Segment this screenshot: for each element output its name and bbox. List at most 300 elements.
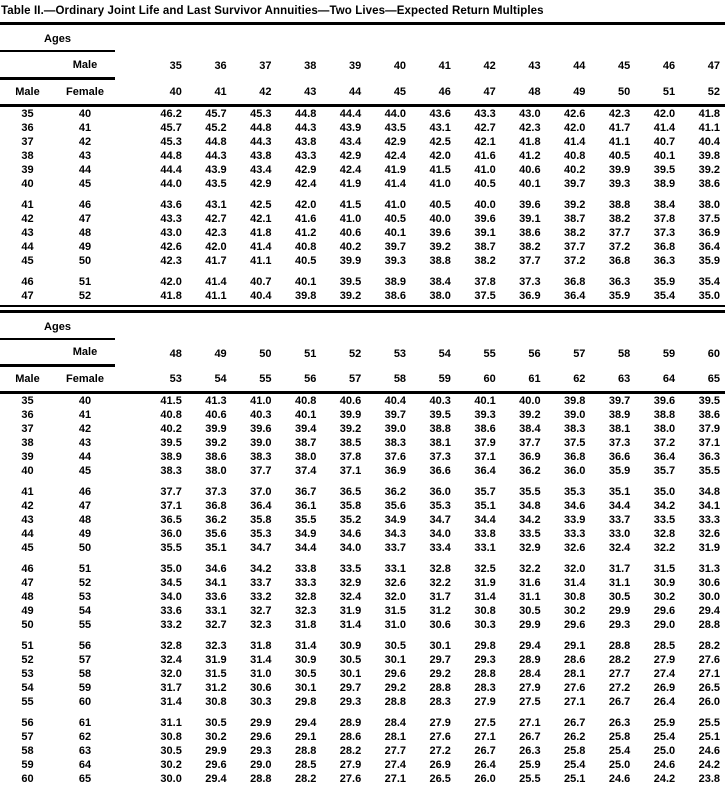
multiple-cell: 40.1 <box>384 226 407 239</box>
multiple-cell: 31.0 <box>250 668 272 680</box>
multiple-cell: 33.2 <box>250 591 272 603</box>
female-age-cell: 44 <box>78 163 92 176</box>
female-age-header: 54 <box>187 366 232 393</box>
table-row <box>0 393 725 409</box>
multiple-cell: 42.0 <box>205 240 227 253</box>
multiple-cell: 37.8 <box>653 212 676 225</box>
male-age-header: 49 <box>214 347 227 360</box>
multiple-cell: 27.5 <box>474 717 496 729</box>
multiple-cell: 25.9 <box>519 759 541 771</box>
multiple-cell: 36.4 <box>564 289 586 302</box>
multiple-cell: 39.8 <box>294 289 317 302</box>
multiple-cell: 30.2 <box>653 591 676 603</box>
multiple-cell: 36.2 <box>384 486 407 498</box>
multiple-cell: 41.1 <box>608 135 631 148</box>
multiple-cell: 42.0 <box>564 121 586 134</box>
multiple-cell: 40.8 <box>294 395 317 407</box>
multiple-cell: 39.8 <box>564 395 586 407</box>
multiple-cell: 35.9 <box>698 254 720 267</box>
multiple-cell: 27.7 <box>608 668 631 680</box>
female-age-header: 61 <box>501 366 546 393</box>
table-row <box>0 590 725 604</box>
multiple-cell: 33.8 <box>474 528 496 540</box>
multiple-cell: 41.4 <box>384 177 407 190</box>
male-age-header: 51 <box>304 347 317 360</box>
multiple-cell: 33.6 <box>160 605 182 617</box>
male-age-cell: 43 <box>21 226 34 239</box>
gap-spacer <box>115 212 142 226</box>
multiple-cell: 43.4 <box>339 135 362 148</box>
multiple-cell: 40.1 <box>294 275 317 288</box>
multiple-cell: 36.0 <box>160 528 182 540</box>
male-age-header: 38 <box>304 60 317 72</box>
multiple-cell: 35.3 <box>429 500 451 512</box>
multiple-cell: 33.5 <box>653 514 676 526</box>
multiple-cell: 27.6 <box>339 773 362 785</box>
multiple-cell: 36.7 <box>294 486 317 498</box>
female-age-header: 52 <box>680 78 725 105</box>
multiple-cell: 36.9 <box>519 451 541 463</box>
multiple-cell: 40.2 <box>160 423 182 435</box>
multiple-cell: 26.2 <box>564 731 586 743</box>
multiple-cell: 27.9 <box>653 654 676 666</box>
multiple-cell: 36.6 <box>429 465 451 477</box>
multiple-cell: 31.4 <box>294 640 317 652</box>
multiple-cell: 35.1 <box>474 500 496 512</box>
table-row <box>0 681 725 695</box>
multiple-cell: 40.5 <box>294 254 317 267</box>
gap-spacer <box>115 163 142 177</box>
multiple-cell: 25.0 <box>608 759 631 771</box>
multiple-cell: 43.1 <box>429 121 451 134</box>
gap-spacer <box>115 695 142 709</box>
gap-spacer <box>115 541 142 555</box>
male-age-cell: 50 <box>21 619 34 631</box>
multiple-cell: 39.7 <box>608 395 631 407</box>
multiple-cell: 27.6 <box>698 654 720 666</box>
table-row <box>0 464 725 478</box>
multiple-cell: 29.3 <box>474 654 496 666</box>
multiple-cell: 37.7 <box>608 226 631 239</box>
multiple-cell: 40.2 <box>564 163 586 176</box>
multiple-cell: 39.6 <box>429 226 451 239</box>
multiple-cell: 34.1 <box>205 577 227 589</box>
gap-spacer <box>115 177 142 191</box>
multiple-cell: 39.7 <box>384 240 407 253</box>
female-age-cell: 47 <box>78 212 92 225</box>
multiple-cell: 33.0 <box>608 528 631 540</box>
multiple-cell: 36.9 <box>519 289 541 302</box>
multiple-cell: 33.8 <box>294 563 317 575</box>
multiple-cell: 29.6 <box>384 668 407 680</box>
female-age-cell: 45 <box>78 177 92 190</box>
multiple-cell: 38.1 <box>608 423 631 435</box>
multiple-cell: 32.3 <box>294 605 317 617</box>
multiple-cell: 41.2 <box>294 226 317 239</box>
gap-spacer <box>115 135 142 149</box>
multiple-cell: 35.9 <box>608 289 631 302</box>
female-age-cell: 48 <box>78 514 92 526</box>
multiple-cell: 40.2 <box>339 240 362 253</box>
table-row <box>0 226 725 240</box>
table-row <box>0 212 725 226</box>
multiple-cell: 28.5 <box>294 759 317 771</box>
multiple-cell: 42.6 <box>160 240 182 253</box>
multiple-cell: 39.9 <box>608 163 631 176</box>
ages-label: Ages <box>0 25 115 51</box>
multiple-cell: 33.1 <box>474 542 496 554</box>
multiple-cell: 39.2 <box>519 409 541 421</box>
multiple-cell: 26.9 <box>429 759 451 771</box>
multiple-cell: 29.4 <box>205 773 227 785</box>
female-age-header: 42 <box>232 78 277 105</box>
multiple-cell: 32.7 <box>250 605 272 617</box>
multiple-cell: 39.8 <box>698 149 720 162</box>
multiple-cell: 32.2 <box>429 577 451 589</box>
multiple-cell: 42.7 <box>205 212 227 225</box>
multiple-cell: 27.2 <box>429 745 451 757</box>
multiple-cell: 37.1 <box>698 437 720 449</box>
multiple-cell: 34.4 <box>608 500 631 512</box>
multiple-cell: 29.4 <box>519 640 541 652</box>
male-ages-header-row <box>0 339 725 366</box>
multiple-cell: 44.3 <box>294 121 317 134</box>
female-age-header: 59 <box>411 366 456 393</box>
multiple-cell: 40.1 <box>653 149 676 162</box>
multiple-cell: 29.9 <box>250 717 272 729</box>
female-column-label: Female <box>55 78 115 105</box>
multiple-cell: 37.2 <box>653 437 676 449</box>
female-age-header: 53 <box>142 366 187 393</box>
multiple-cell: 32.9 <box>339 577 362 589</box>
male-age-cell: 37 <box>21 135 34 148</box>
multiple-cell: 43.6 <box>160 198 182 211</box>
male-age-cell: 40 <box>21 177 34 190</box>
multiple-cell: 38.6 <box>205 451 227 463</box>
multiple-cell: 42.5 <box>250 198 272 211</box>
female-age-cell: 45 <box>78 465 92 477</box>
table-row <box>0 408 725 422</box>
multiple-cell: 32.9 <box>519 542 541 554</box>
gap-spacer <box>115 78 142 105</box>
multiple-cell: 38.9 <box>653 177 676 190</box>
multiple-cell: 39.6 <box>519 198 541 211</box>
multiple-cell: 42.9 <box>294 163 317 176</box>
multiple-cell: 31.3 <box>698 563 720 575</box>
table-row <box>0 744 725 758</box>
male-row-label: Male <box>0 78 55 105</box>
multiple-cell: 40.5 <box>429 198 451 211</box>
multiple-cell: 27.9 <box>339 759 362 771</box>
multiple-cell: 29.6 <box>653 605 676 617</box>
male-age-cell: 52 <box>21 654 34 666</box>
female-age-header: 47 <box>456 78 501 105</box>
female-age-header: 56 <box>277 366 322 393</box>
multiple-cell: 33.5 <box>339 563 362 575</box>
male-age-cell: 36 <box>21 409 34 421</box>
multiple-cell: 37.7 <box>564 240 586 253</box>
female-age-header: 43 <box>277 78 322 105</box>
multiple-cell: 39.2 <box>339 423 362 435</box>
multiple-cell: 38.6 <box>474 423 496 435</box>
multiple-cell: 31.1 <box>608 577 631 589</box>
multiple-cell: 30.5 <box>294 668 317 680</box>
multiple-cell: 41.8 <box>160 289 182 302</box>
multiple-cell: 37.9 <box>474 437 496 449</box>
male-age-cell: 44 <box>21 528 34 540</box>
multiple-cell: 35.9 <box>608 465 631 477</box>
multiple-cell: 43.3 <box>474 107 496 120</box>
multiple-cell: 42.1 <box>474 135 496 148</box>
table-row <box>0 105 725 121</box>
multiple-cell: 24.2 <box>698 759 720 771</box>
gap-spacer <box>115 632 142 653</box>
multiple-cell: 40.6 <box>339 226 362 239</box>
multiple-cell: 34.9 <box>384 514 407 526</box>
multiple-cell: 39.3 <box>384 254 407 267</box>
multiple-cell: 38.2 <box>608 212 631 225</box>
multiple-cell: 45.3 <box>160 135 182 148</box>
multiple-cell: 28.8 <box>294 745 317 757</box>
multiple-cell: 36.1 <box>294 500 317 512</box>
multiple-cell: 26.0 <box>474 773 496 785</box>
multiple-cell: 31.4 <box>160 696 182 708</box>
ages-header-row <box>0 25 725 51</box>
male-age-cell: 43 <box>21 514 34 526</box>
multiple-cell: 40.6 <box>339 395 362 407</box>
multiple-cell: 32.6 <box>384 577 407 589</box>
male-age-cell: 39 <box>21 163 34 176</box>
multiple-cell: 34.6 <box>205 563 227 575</box>
male-age-cell: 51 <box>21 640 34 652</box>
multiple-cell: 38.3 <box>160 465 182 477</box>
multiple-cell: 30.5 <box>608 591 631 603</box>
multiple-cell: 35.3 <box>564 486 586 498</box>
multiple-cell: 37.2 <box>608 240 631 253</box>
multiple-cell: 38.4 <box>653 198 676 211</box>
female-age-cell: 43 <box>78 149 92 162</box>
multiple-cell: 41.5 <box>339 198 362 211</box>
multiple-cell: 36.2 <box>205 514 227 526</box>
multiple-cell: 44.8 <box>160 149 182 162</box>
male-age-header: 58 <box>618 347 631 360</box>
multiple-cell: 38.0 <box>429 289 451 302</box>
multiple-cell: 30.3 <box>474 619 496 631</box>
multiple-cell: 25.5 <box>698 717 720 729</box>
table-row <box>0 163 725 177</box>
multiple-cell: 42.4 <box>339 163 362 176</box>
multiple-cell: 38.5 <box>339 437 362 449</box>
multiple-cell: 35.0 <box>698 289 720 302</box>
multiple-cell: 43.3 <box>294 149 317 162</box>
table-row <box>0 499 725 513</box>
multiple-cell: 38.3 <box>250 451 272 463</box>
female-age-cell: 40 <box>78 395 92 407</box>
multiple-cell: 27.5 <box>519 696 541 708</box>
multiple-cell: 38.7 <box>564 212 586 225</box>
multiple-cell: 40.3 <box>250 409 272 421</box>
multiple-cell: 30.0 <box>160 773 182 785</box>
multiple-cell: 43.4 <box>250 163 272 176</box>
multiple-cell: 30.1 <box>339 668 362 680</box>
male-age-header: 54 <box>438 347 451 360</box>
multiple-cell: 38.0 <box>294 451 317 463</box>
multiple-cell: 29.8 <box>474 640 496 652</box>
male-age-cell: 57 <box>21 731 34 743</box>
multiple-cell: 26.7 <box>608 696 631 708</box>
multiple-cell: 40.1 <box>519 177 541 190</box>
male-age-header: 60 <box>707 347 720 360</box>
multiple-cell: 29.9 <box>519 619 541 631</box>
multiple-cell: 30.5 <box>205 717 227 729</box>
multiple-cell: 42.0 <box>294 198 317 211</box>
multiple-cell: 32.3 <box>250 619 272 631</box>
multiple-cell: 42.0 <box>429 149 451 162</box>
male-age-header: 37 <box>259 60 272 72</box>
multiple-cell: 37.4 <box>294 465 317 477</box>
multiple-cell: 41.7 <box>205 254 227 267</box>
table-row <box>0 135 725 149</box>
table-row <box>0 513 725 527</box>
male-age-cell: 45 <box>21 254 34 267</box>
gap-spacer <box>115 499 142 513</box>
multiple-cell: 44.3 <box>250 135 272 148</box>
table-row <box>0 618 725 632</box>
male-header-spacer <box>0 51 55 78</box>
multiple-cell: 39.3 <box>608 177 631 190</box>
multiple-cell: 30.9 <box>653 577 676 589</box>
multiple-cell: 29.9 <box>205 745 227 757</box>
female-age-cell: 46 <box>78 486 92 498</box>
multiple-cell: 34.3 <box>384 528 407 540</box>
multiple-cell: 39.5 <box>160 437 182 449</box>
multiple-cell: 30.1 <box>294 682 317 694</box>
multiple-cell: 40.3 <box>429 395 451 407</box>
multiple-cell: 27.6 <box>429 731 451 743</box>
multiple-cell: 28.9 <box>339 717 362 729</box>
gap-spacer <box>115 268 142 289</box>
multiple-cell: 33.7 <box>250 577 272 589</box>
gap-spacer <box>115 653 142 667</box>
ages-row-filler <box>115 25 725 51</box>
female-age-header: 51 <box>635 78 680 105</box>
multiple-cell: 25.0 <box>653 745 676 757</box>
multiple-cell: 31.4 <box>339 619 362 631</box>
gap-spacer <box>115 240 142 254</box>
multiple-cell: 33.3 <box>564 528 586 540</box>
multiple-cell: 41.4 <box>653 121 676 134</box>
multiple-cell: 44.0 <box>160 177 182 190</box>
multiple-cell: 30.1 <box>429 640 451 652</box>
multiple-cell: 28.8 <box>429 682 451 694</box>
multiple-cell: 42.9 <box>250 177 272 190</box>
multiple-cell: 39.5 <box>339 275 362 288</box>
multiple-cell: 31.9 <box>205 654 227 666</box>
multiple-cell: 36.0 <box>429 486 451 498</box>
multiple-cell: 31.5 <box>653 563 676 575</box>
multiple-cell: 41.0 <box>339 212 362 225</box>
multiple-cell: 37.3 <box>429 451 451 463</box>
multiple-cell: 39.2 <box>339 289 362 302</box>
multiple-cell: 40.6 <box>519 163 541 176</box>
multiple-cell: 25.8 <box>608 731 631 743</box>
multiple-cell: 38.6 <box>698 409 720 421</box>
multiple-cell: 32.8 <box>160 640 182 652</box>
multiple-cell: 41.0 <box>474 163 496 176</box>
multiple-cell: 29.4 <box>698 605 720 617</box>
multiple-cell: 28.2 <box>294 773 317 785</box>
gap-spacer <box>115 191 142 212</box>
female-age-header: 46 <box>411 78 456 105</box>
multiple-cell: 39.2 <box>564 198 586 211</box>
multiple-cell: 37.8 <box>339 451 362 463</box>
multiple-cell: 38.7 <box>474 240 496 253</box>
multiple-cell: 39.0 <box>384 423 407 435</box>
multiple-cell: 37.7 <box>250 465 272 477</box>
multiple-cell: 28.8 <box>698 619 720 631</box>
multiple-cell: 28.8 <box>474 668 496 680</box>
multiple-cell: 27.4 <box>384 759 407 771</box>
male-column-label: Male <box>55 339 115 366</box>
female-age-header: 41 <box>187 78 232 105</box>
male-age-header: 53 <box>393 347 407 360</box>
female-age-cell: 56 <box>78 640 92 652</box>
female-age-cell: 60 <box>78 696 92 708</box>
multiple-cell: 42.6 <box>564 107 586 120</box>
multiple-cell: 26.0 <box>698 696 720 708</box>
female-age-cell: 43 <box>78 437 92 449</box>
gap-spacer <box>115 422 142 436</box>
multiple-cell: 31.8 <box>294 619 317 631</box>
multiple-cell: 38.8 <box>608 198 631 211</box>
female-age-cell: 64 <box>78 759 92 771</box>
multiple-cell: 38.6 <box>519 226 541 239</box>
multiple-cell: 31.9 <box>474 577 496 589</box>
female-age-header: 50 <box>590 78 635 105</box>
multiple-cell: 28.4 <box>519 668 541 680</box>
multiple-cell: 31.4 <box>474 591 496 603</box>
multiple-cell: 38.8 <box>653 409 676 421</box>
multiple-cell: 23.8 <box>698 773 720 785</box>
multiple-cell: 38.6 <box>698 177 720 190</box>
multiple-cell: 33.3 <box>698 514 720 526</box>
multiple-cell: 37.6 <box>384 451 407 463</box>
table-row <box>0 289 725 303</box>
multiple-cell: 39.3 <box>474 409 496 421</box>
gap-spacer <box>115 604 142 618</box>
female-age-cell: 40 <box>78 107 92 120</box>
multiple-cell: 27.9 <box>429 717 451 729</box>
multiple-cell: 31.9 <box>339 605 362 617</box>
female-age-header: 40 <box>142 78 187 105</box>
multiple-cell: 40.1 <box>294 409 317 421</box>
multiple-cell: 34.7 <box>250 542 272 554</box>
multiple-cell: 32.4 <box>339 591 362 603</box>
gap-spacer <box>115 576 142 590</box>
multiple-cell: 38.0 <box>698 198 720 211</box>
male-age-header: 44 <box>573 60 586 72</box>
multiple-cell: 33.7 <box>608 514 631 526</box>
multiple-cell: 30.5 <box>384 640 407 652</box>
female-age-cell: 59 <box>78 682 92 694</box>
multiple-cell: 39.2 <box>205 437 227 449</box>
multiple-cell: 33.5 <box>519 528 541 540</box>
multiple-cell: 28.6 <box>339 731 362 743</box>
multiple-cell: 26.7 <box>474 745 496 757</box>
multiple-cell: 34.1 <box>698 500 720 512</box>
multiple-cell: 36.3 <box>698 451 720 463</box>
multiple-cell: 39.4 <box>294 423 317 435</box>
